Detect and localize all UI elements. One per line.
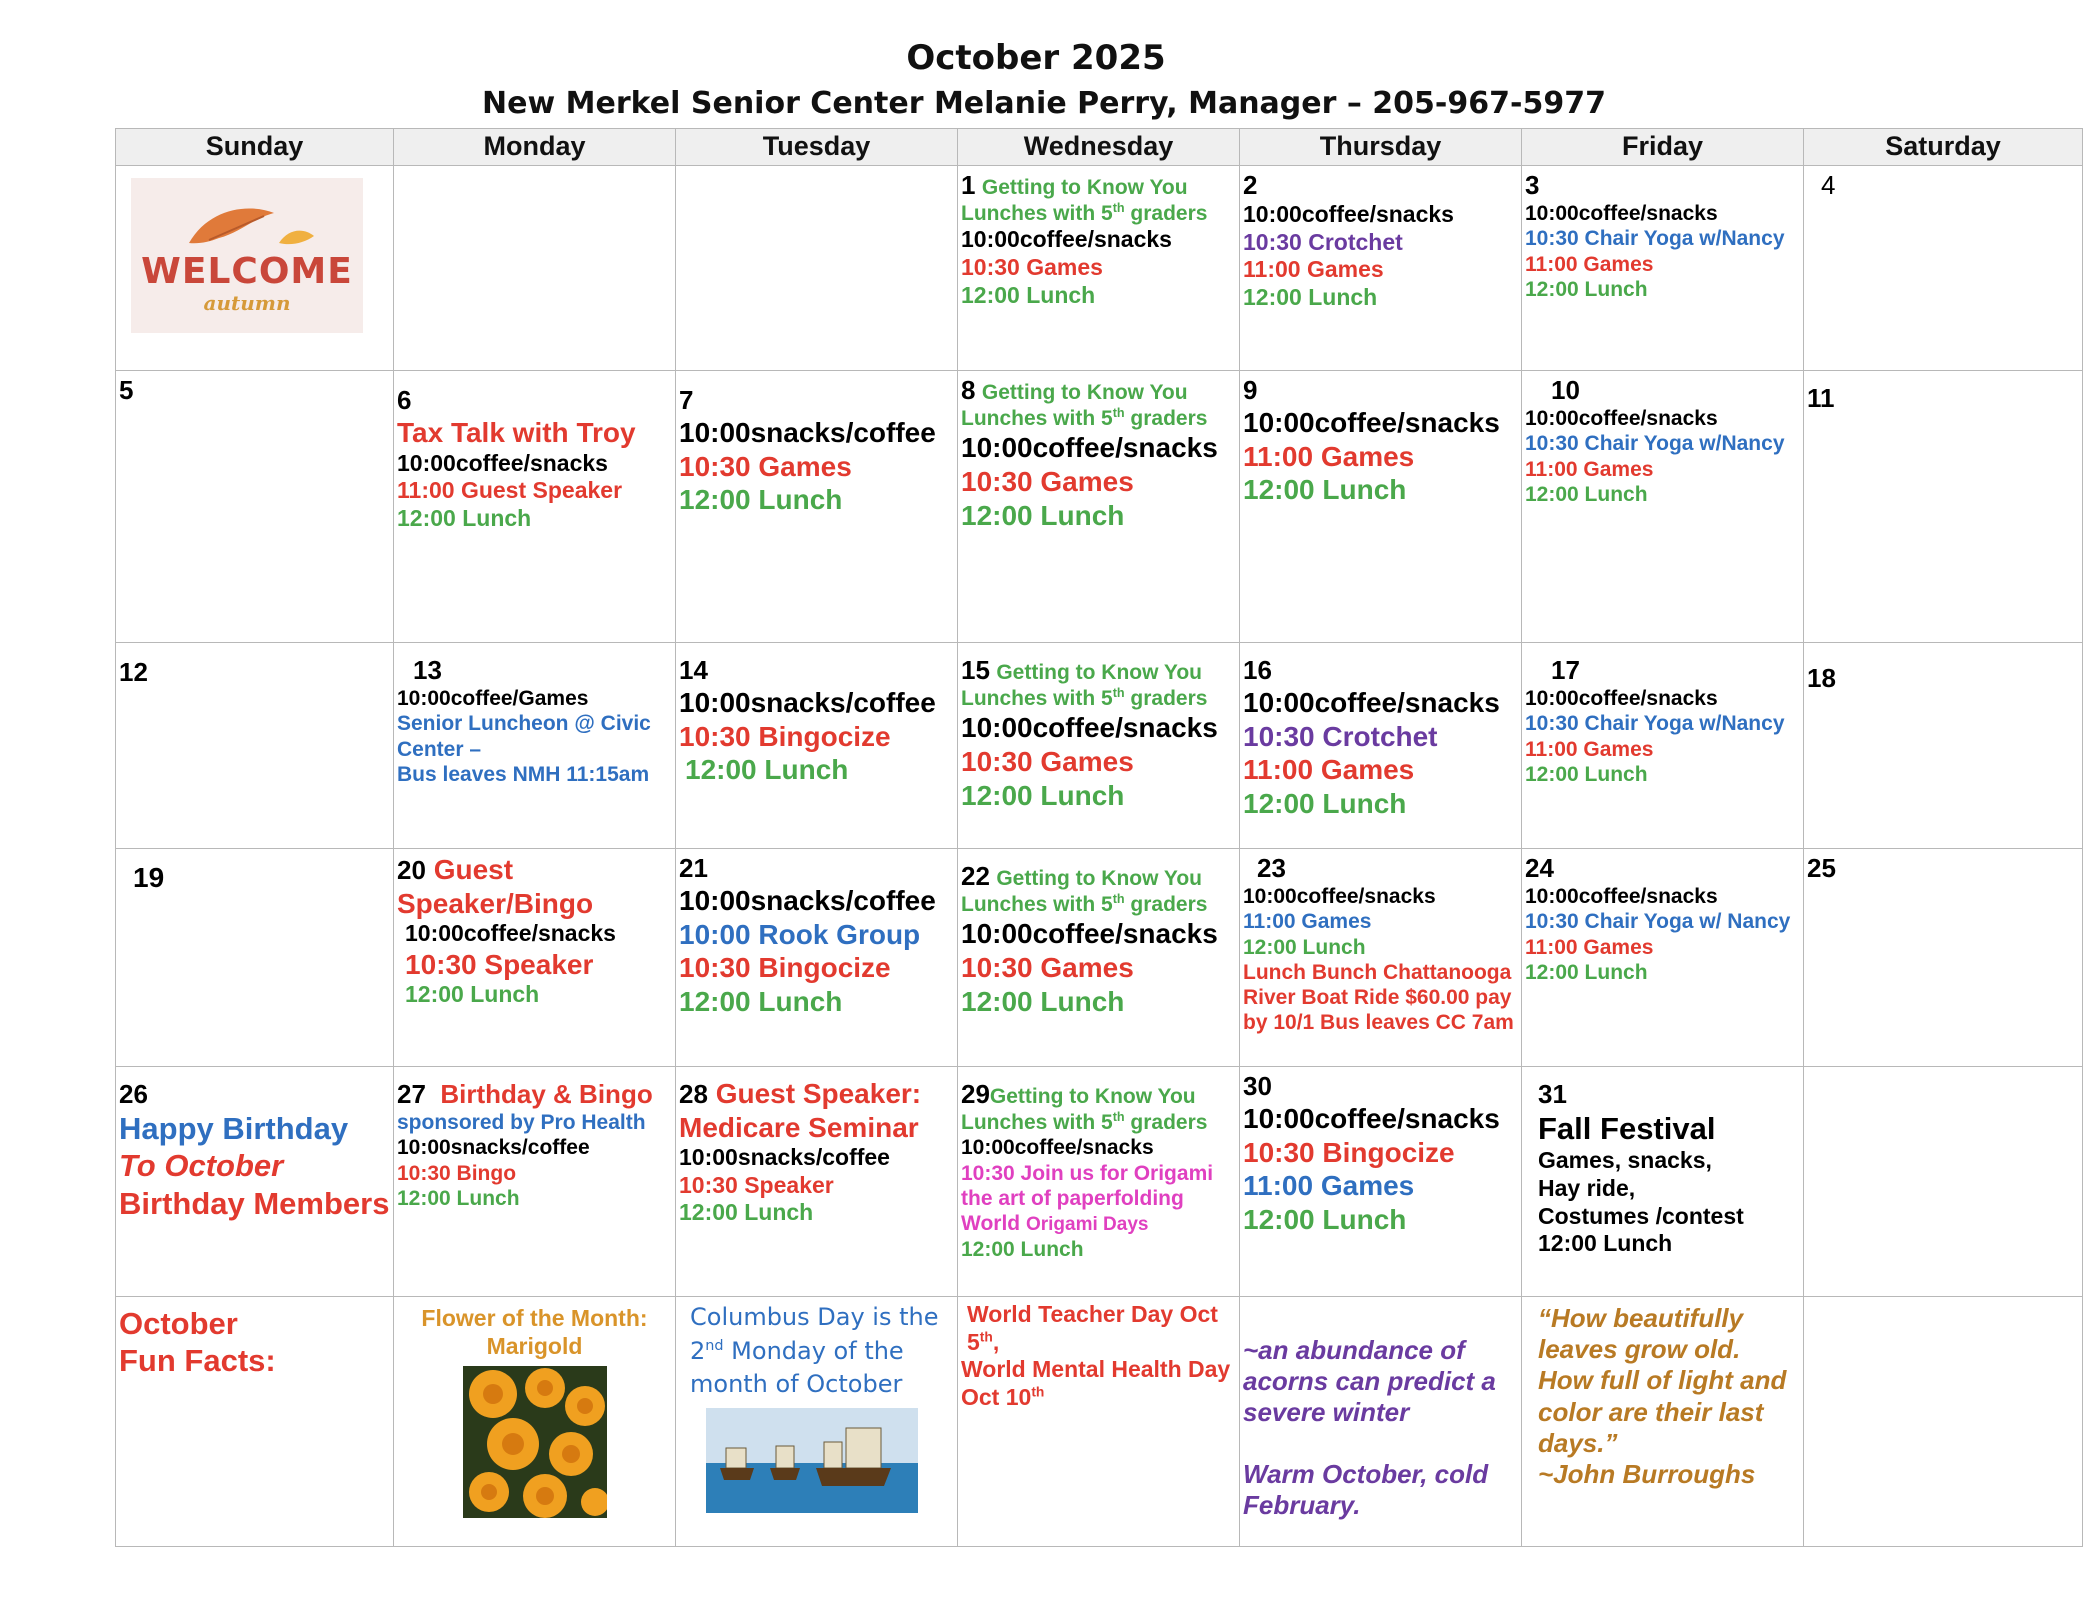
autumn-leaves-icon	[179, 198, 319, 258]
event-lunch: 12:00 Lunch	[1525, 960, 1648, 984]
day-number: 18	[1807, 663, 1836, 693]
event-know-you: Getting to Know You	[989, 1085, 1196, 1108]
event-speaker: 10:30 Speaker	[405, 948, 594, 980]
day-cell-24	[1522, 849, 1804, 1067]
event-games: 11:00 Games	[1243, 440, 1415, 472]
flower-of-month: Flower of the Month: Marigold	[421, 1305, 648, 1359]
week-row	[116, 166, 2083, 371]
day-number: 26	[119, 1079, 148, 1109]
day-cell-13	[394, 643, 676, 849]
day-cell-5	[116, 371, 394, 643]
day-number: 29	[961, 1079, 990, 1109]
event-lunch: 12:00 Lunch	[1243, 474, 1407, 506]
day-number: 3	[1525, 170, 1540, 200]
event-lunch: 12:00 Lunch	[1243, 935, 1366, 959]
page-subtitle: New Merkel Senior Center Melanie Perry, Manager – 205-967-5977	[482, 86, 1606, 121]
event-lunch: 12:00 Lunch	[1243, 787, 1407, 819]
day-number: 5	[119, 375, 134, 405]
day-cell-22	[958, 849, 1240, 1067]
day-number: 14	[679, 655, 708, 685]
day-number: 30	[1243, 1071, 1272, 1101]
event-coffee: 10:00coffee/snacks	[961, 712, 1218, 744]
event-games: 10:30 Games	[961, 253, 1103, 280]
event-lunch: 12:00 Lunch	[961, 779, 1125, 811]
fun-facts-heading-1: October	[119, 1306, 238, 1341]
event-games: 11:00 Games	[1243, 1170, 1415, 1202]
day-cell-27	[394, 1067, 676, 1297]
day-cell-19	[116, 849, 394, 1067]
event-coffee: 10:00coffee/snacks	[1525, 202, 1718, 226]
event-coffee: 10:00coffee/snacks	[1243, 885, 1436, 909]
event-coffee: 10:00coffee/snacks	[961, 918, 1218, 950]
event-games: 10:30 Games	[961, 745, 1134, 777]
event-bus-leaves: Bus leaves NMH 11:15am	[397, 762, 650, 786]
day-number: 9	[1243, 375, 1258, 405]
event-bingocize: 10:30 Bingocize	[1243, 1136, 1455, 1168]
event-festival-line-1: Games, snacks,	[1538, 1147, 1712, 1174]
flower-cell	[394, 1297, 676, 1547]
event-birthday-bingo: Birthday & Bingo	[440, 1079, 653, 1109]
event-coffee: 10:00coffee/snacks	[961, 1136, 1154, 1160]
welcome-text: WELCOME	[141, 250, 353, 292]
day-cell-26	[116, 1067, 394, 1297]
event-bingocize: 10:30 Bingocize	[679, 952, 891, 984]
event-games: 11:00 Games	[1525, 737, 1654, 761]
day-cell-30	[1240, 1067, 1522, 1297]
event-snacks: 10:00snacks/coffee	[397, 1136, 590, 1160]
event-festival-line-2: Hay ride,	[1538, 1174, 1636, 1201]
day-number: 10	[1551, 375, 1580, 405]
day-number: 15	[961, 655, 990, 685]
event-games: 11:00 Games	[1243, 754, 1415, 786]
weekday-wednesday: Wednesday	[958, 129, 1240, 166]
event-games: 11:00 Games	[1525, 252, 1654, 276]
day-number: 28	[679, 1079, 708, 1109]
quote-author: ~John Burroughs	[1538, 1458, 1756, 1489]
day-number: 12	[119, 657, 148, 687]
day-cell-14	[676, 643, 958, 849]
welcome-cell	[116, 166, 394, 371]
fun-facts-row	[116, 1297, 2083, 1547]
day-cell-3	[1522, 166, 1804, 371]
day-cell-12	[116, 643, 394, 849]
event-coffee: 10:00coffee/snacks	[1243, 1103, 1500, 1135]
event-coffee: 10:00coffee/snacks	[1243, 407, 1500, 439]
day-cell-28	[676, 1067, 958, 1297]
event-lunches-5th: Lunches with 5th graders	[961, 686, 1208, 711]
day-number: 21	[679, 853, 708, 883]
day-cell-21	[676, 849, 958, 1067]
event-guest-speaker: 11:00 Guest Speaker	[397, 477, 623, 504]
event-crotchet: 10:30 Crotchet	[1243, 720, 1438, 752]
event-origami-days: World Origami Days	[961, 1211, 1149, 1235]
mental-health-day: World Mental Health Day	[961, 1356, 1231, 1383]
event-fall-festival: Fall Festival	[1538, 1111, 1716, 1147]
event-lunch: 12:00 Lunch	[1538, 1230, 1673, 1257]
event-games: 11:00 Games	[1243, 910, 1372, 934]
day-cell-7	[676, 371, 958, 643]
day-number: 16	[1243, 655, 1272, 685]
event-lunch: 12:00 Lunch	[397, 504, 532, 531]
day-number: 11	[1807, 383, 1835, 413]
event-lunch: 12:00 Lunch	[685, 754, 849, 786]
event-lunch: 12:00 Lunch	[1525, 762, 1648, 786]
quote-text: “How beautifully leaves grow old. How full of light and color are their last days.”	[1538, 1303, 1787, 1458]
event-lunch: 12:00 Lunch	[961, 281, 1096, 308]
event-lunch: 12:00 Lunch	[961, 985, 1125, 1017]
event-lunch: 12:00 Lunch	[405, 981, 540, 1008]
event-coffee-games: 10:00coffee/Games	[397, 687, 589, 711]
columbus-day-text: Columbus Day is the 2nd Monday of the month of October	[690, 1303, 939, 1399]
autumn-text: autumn	[203, 291, 291, 316]
day-cell-17	[1522, 643, 1804, 849]
day-number: 13	[413, 655, 442, 685]
day-cell-20	[394, 849, 676, 1067]
event-coffee: 10:00coffee/snacks	[397, 449, 608, 476]
event-lunch-bunch: Lunch Bunch Chattanooga River Boat Ride $60.00 pay by 10/1 Bus leaves CC 7am	[1243, 960, 1514, 1035]
event-lunch: 12:00 Lunch	[1243, 283, 1378, 310]
week-row	[116, 849, 2083, 1067]
event-snacks: 10:00snacks/coffee	[679, 687, 936, 719]
acorns-cell	[1240, 1297, 1522, 1547]
day-number: 22	[961, 861, 990, 891]
day-cell-11	[1804, 371, 2083, 643]
columbus-cell	[676, 1297, 958, 1547]
day-number: 24	[1525, 853, 1554, 883]
day-number: 31	[1538, 1079, 1567, 1109]
empty-cell	[394, 166, 676, 371]
ships-image	[706, 1408, 918, 1513]
day-cell-8	[958, 371, 1240, 643]
day-number: 23	[1257, 853, 1286, 883]
event-lunch: 12:00 Lunch	[961, 1237, 1084, 1261]
event-chair-yoga: 10:30 Chair Yoga w/Nancy	[1525, 712, 1785, 736]
event-lunch: 12:00 Lunch	[1525, 277, 1648, 301]
event-guest-speaker: Guest Speaker:	[715, 1078, 922, 1109]
day-number: 4	[1821, 170, 1836, 200]
event-coffee: 10:00coffee/snacks	[405, 920, 616, 947]
event-games: 10:30 Games	[961, 951, 1134, 983]
teacher-day: World Teacher Day Oct 5th,	[967, 1301, 1218, 1355]
event-games: 11:00 Games	[1525, 935, 1654, 959]
day-number: 7	[679, 385, 694, 415]
event-medicare: Medicare Seminar	[679, 1111, 919, 1143]
weekday-saturday: Saturday	[1804, 129, 2083, 166]
event-lunches-5th: Lunches with 5th graders	[961, 201, 1208, 226]
weekday-tuesday: Tuesday	[676, 129, 958, 166]
birthday-line-1: Happy Birthday	[119, 1111, 349, 1147]
marigold-image	[463, 1366, 607, 1518]
day-cell-1	[958, 166, 1240, 371]
event-games: 10:30 Games	[961, 465, 1134, 497]
day-cell-25	[1804, 849, 2083, 1067]
event-games: 11:00 Games	[1243, 256, 1384, 283]
day-cell-29	[958, 1067, 1240, 1297]
birthday-line-3: Birthday Members	[119, 1185, 390, 1221]
fun-facts-heading-2: Fun Facts:	[119, 1343, 276, 1379]
mental-health-date: Oct 10th	[961, 1383, 1045, 1410]
event-games: 10:30 Games	[679, 450, 852, 482]
event-coffee: 10:00coffee/snacks	[961, 226, 1172, 253]
fun-facts-heading-cell	[116, 1297, 394, 1547]
warm-october-fact: Warm October, cold February.	[1243, 1458, 1489, 1520]
weekday-header-row	[116, 129, 2083, 166]
event-lunch: 12:00 Lunch	[1525, 482, 1648, 506]
acorns-fact: ~an abundance of acorns can predict a severe winter	[1243, 1335, 1496, 1428]
event-sponsored: sponsored by Pro Health	[397, 1111, 646, 1135]
week-row	[116, 1067, 2083, 1297]
teacher-day-cell	[958, 1297, 1240, 1547]
event-lunches-5th: Lunches with 5th graders	[961, 1110, 1208, 1135]
event-speaker: 10:30 Speaker	[679, 1171, 834, 1198]
day-number: 27	[397, 1079, 426, 1109]
day-cell-6	[394, 371, 676, 643]
event-origami: 10:30 Join us for Origami the art of paperfolding	[961, 1161, 1214, 1210]
event-know-you: Getting to Know You	[981, 381, 1188, 404]
event-chair-yoga: 10:30 Chair Yoga w/Nancy	[1525, 227, 1785, 251]
day-number: 6	[397, 385, 412, 415]
event-festival-line-3: Costumes /contest	[1538, 1202, 1744, 1229]
event-games: 11:00 Games	[1525, 457, 1654, 481]
event-rook-group: 10:00 Rook Group	[679, 918, 921, 950]
day-cell-15	[958, 643, 1240, 849]
week-row	[116, 643, 2083, 849]
event-coffee: 10:00coffee/snacks	[1525, 687, 1718, 711]
day-number: 17	[1551, 655, 1580, 685]
event-coffee: 10:00coffee/snacks	[961, 432, 1218, 464]
empty-cell	[676, 166, 958, 371]
day-cell-4	[1804, 166, 2083, 371]
day-number: 19	[133, 862, 165, 893]
event-lunches-5th: Lunches with 5th graders	[961, 406, 1208, 431]
day-number: 2	[1243, 170, 1258, 200]
event-know-you: Getting to Know You	[981, 176, 1188, 199]
empty-cell	[1804, 1067, 2083, 1297]
weekday-sunday: Sunday	[116, 129, 394, 166]
event-lunch: 12:00 Lunch	[679, 484, 843, 516]
event-coffee: 10:00coffee/snacks	[1525, 407, 1718, 431]
day-cell-31	[1522, 1067, 1804, 1297]
event-coffee: 10:00coffee/snacks	[1525, 885, 1718, 909]
event-know-you: Getting to Know You	[996, 661, 1203, 684]
event-chair-yoga: 10:30 Chair Yoga w/ Nancy	[1525, 910, 1791, 934]
day-number: 25	[1807, 853, 1836, 883]
event-lunch: 12:00 Lunch	[397, 1186, 520, 1210]
page-title: October 2025	[906, 38, 1166, 78]
weekday-monday: Monday	[394, 129, 676, 166]
calendar-table	[115, 128, 2083, 1547]
event-lunch: 12:00 Lunch	[679, 985, 843, 1017]
event-snacks: 10:00snacks/coffee	[679, 885, 936, 917]
event-senior-luncheon: Senior Luncheon @ Civic Center –	[397, 712, 651, 761]
event-bingo: 10:30 Bingo	[397, 1161, 517, 1185]
event-bingocize: 10:30 Bingocize	[679, 720, 891, 752]
event-lunch: 12:00 Lunch	[679, 1199, 814, 1226]
welcome-autumn-image	[131, 178, 363, 333]
event-chair-yoga: 10:30 Chair Yoga w/Nancy	[1525, 432, 1785, 456]
birthday-line-2: To October	[119, 1148, 284, 1184]
empty-cell	[1804, 1297, 2083, 1547]
event-guest-speaker-bingo: Guest Speaker/Bingo	[397, 854, 594, 919]
event-coffee: 10:00coffee/snacks	[1243, 201, 1454, 228]
quote-cell	[1522, 1297, 1804, 1547]
event-lunch: 12:00 Lunch	[1243, 1203, 1407, 1235]
event-lunch: 12:00 Lunch	[961, 499, 1125, 531]
event-crotchet: 10:30 Crotchet	[1243, 228, 1403, 255]
day-cell-18	[1804, 643, 2083, 849]
day-cell-23	[1240, 849, 1522, 1067]
day-number: 8	[961, 375, 976, 405]
event-snacks: 10:00snacks/coffee	[679, 1144, 890, 1171]
day-number: 1	[961, 170, 976, 200]
event-snacks: 10:00snacks/coffee	[679, 417, 936, 449]
event-tax-talk: Tax Talk with Troy	[397, 417, 636, 449]
day-cell-2	[1240, 166, 1522, 371]
event-lunches-5th: Lunches with 5th graders	[961, 892, 1208, 917]
event-know-you: Getting to Know You	[996, 867, 1203, 890]
day-cell-9	[1240, 371, 1522, 643]
day-cell-16	[1240, 643, 1522, 849]
weekday-friday: Friday	[1522, 129, 1804, 166]
event-coffee: 10:00coffee/snacks	[1243, 687, 1500, 719]
week-row	[116, 371, 2083, 643]
day-cell-10	[1522, 371, 1804, 643]
day-number: 20	[397, 855, 426, 885]
weekday-thursday: Thursday	[1240, 129, 1522, 166]
